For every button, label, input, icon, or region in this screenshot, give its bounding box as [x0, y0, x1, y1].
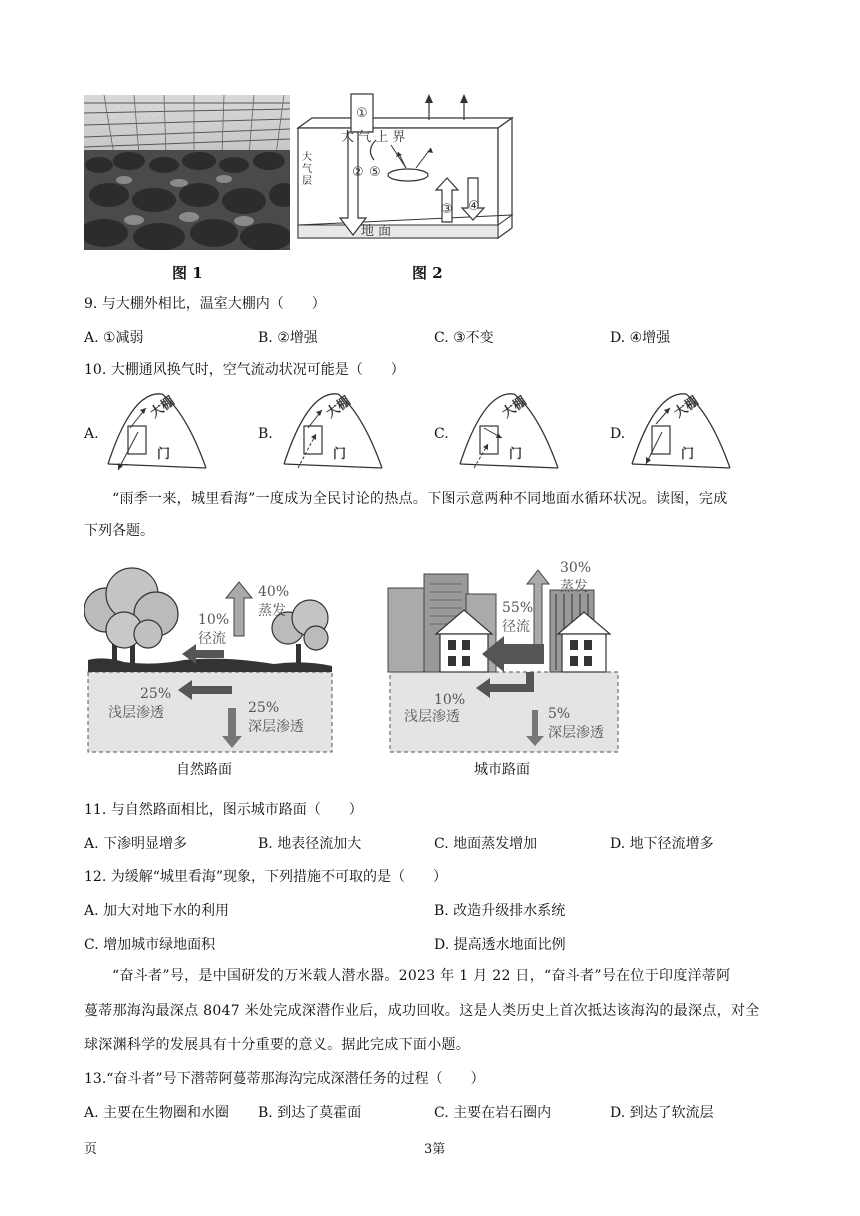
q12-option-d[interactable]: D. 提高透水地面比例: [434, 937, 566, 953]
svg-text:门: 门: [157, 447, 171, 462]
q13-stem: 13.“奋斗者”号下潜蒂阿蔓蒂那海沟完成深潜任务的过程（ ）: [84, 1071, 485, 1087]
q9-option-d[interactable]: D. ④增强: [610, 330, 671, 346]
svg-text:大棚: 大棚: [147, 394, 178, 422]
natural-shallow-label: 浅层渗透: [108, 705, 164, 721]
natural-caption: 自然路面: [176, 762, 232, 778]
natural-shallow-pct: 25%: [140, 686, 172, 702]
greenhouse-photo: [84, 95, 290, 250]
intro1-line1: “雨季一来，城里看海”一度成为全民讨论的热点。下图示意两种不同地面水循环状况。读图，完成: [112, 491, 728, 507]
q9-option-c[interactable]: C. ③不变: [434, 330, 494, 346]
q9-stem: 9. 与大棚外相比，温室大棚内（ ）: [84, 296, 326, 312]
urban-caption: 城市路面: [474, 762, 530, 778]
q10-option-b[interactable]: B.: [258, 426, 273, 442]
svg-text:门: 门: [681, 447, 695, 462]
q10-diagram-b: [278, 388, 386, 472]
q11-stem: 11. 与自然路面相比，图示城市路面（ ）: [84, 802, 363, 818]
svg-text:大棚: 大棚: [671, 394, 702, 422]
q10-option-a[interactable]: A.: [84, 426, 99, 442]
svg-text:大棚: 大棚: [323, 394, 354, 422]
label-n1: ①: [356, 106, 368, 121]
q11-option-a[interactable]: A. 下渗明显增多: [84, 836, 188, 852]
urban-runoff-label: 径流: [502, 619, 530, 635]
q13-option-a[interactable]: A. 主要在生物圈和水圈: [84, 1105, 230, 1121]
natural-deep-label: 深层渗透: [248, 719, 304, 735]
intro2-line1: “奋斗者”号，是中国研发的万米载人潜水器。2023 年 1 月 22 日，“奋斗者”号在位于印度洋蒂阿: [112, 968, 731, 984]
intro2-line2: 蔓蒂那海沟最深点 8047 米处完成深潜作业后，成功回收。这是人类历史上首次抵达该海沟的最深点，对全: [84, 1003, 760, 1019]
intro2-line3: 球深渊科学的发展具有十分重要的意义。据此完成下面小题。: [84, 1037, 471, 1053]
q10-diagram-a: [102, 388, 210, 472]
urban-evap-label: 蒸发: [560, 579, 588, 595]
svg-text:门: 门: [333, 447, 347, 462]
svg-text:大棚: 大棚: [499, 394, 530, 422]
q10-stem: 10. 大棚通风换气时，空气流动状况可能是（ ）: [84, 362, 405, 378]
fig2-caption: 图 2: [412, 264, 443, 282]
q13-option-d[interactable]: D. 到达了软流层: [610, 1105, 714, 1121]
atmosphere-diagram: [296, 90, 518, 250]
urban-shallow-pct: 10%: [434, 692, 466, 708]
intro1-line2: 下列各题。: [84, 523, 154, 539]
footer-page-number: 3第: [424, 1142, 446, 1157]
svg-text:门: 门: [509, 447, 523, 462]
urban-deep-pct: 5%: [548, 706, 571, 722]
natural-deep-pct: 25%: [248, 700, 280, 716]
label-top: 大 气 上 界: [341, 130, 406, 145]
urban-deep-label: 深层渗透: [548, 725, 604, 741]
urban-evap-pct: 30%: [560, 560, 592, 576]
natural-evap-pct: 40%: [258, 584, 290, 600]
q10-diagram-c: [454, 388, 562, 472]
label-n3: ③: [441, 202, 453, 217]
footer-page-left: 页: [84, 1142, 98, 1157]
q11-option-b[interactable]: B. 地表径流加大: [258, 836, 362, 852]
water-cycle-figure: [84, 560, 624, 780]
q9-option-a[interactable]: A. ①减弱: [84, 330, 144, 346]
q10-option-d[interactable]: D.: [610, 426, 626, 442]
q12-stem: 12. 为缓解“城里看海”现象，下列措施不可取的是（ ）: [84, 869, 448, 885]
q10-diagram-d: [626, 388, 734, 472]
label-ground: 地 面: [361, 224, 392, 239]
urban-runoff-pct: 55%: [502, 600, 534, 616]
natural-runoff-label: 径流: [198, 631, 226, 647]
q13-option-b[interactable]: B. 到达了莫霍面: [258, 1105, 362, 1121]
q12-option-b[interactable]: B. 改造升级排水系统: [434, 903, 566, 919]
natural-evap-label: 蒸发: [258, 603, 286, 619]
q12-option-c[interactable]: C. 增加城市绿地面积: [84, 937, 216, 953]
q10-option-c[interactable]: C.: [434, 426, 449, 442]
urban-shallow-label: 浅层渗透: [404, 709, 460, 725]
label-side: 大气层: [302, 152, 312, 187]
fig1-caption: 图 1: [172, 264, 203, 282]
label-n2: ②: [352, 165, 364, 180]
q12-option-a[interactable]: A. 加大对地下水的利用: [84, 903, 230, 919]
label-n5: ⑤: [369, 165, 381, 180]
q11-option-c[interactable]: C. 地面蒸发增加: [434, 836, 538, 852]
natural-runoff-pct: 10%: [198, 612, 230, 628]
q13-option-c[interactable]: C. 主要在岩石圈内: [434, 1105, 552, 1121]
q9-option-b[interactable]: B. ②增强: [258, 330, 318, 346]
label-n4: ④: [468, 199, 480, 214]
q11-option-d[interactable]: D. 地下径流增多: [610, 836, 714, 852]
